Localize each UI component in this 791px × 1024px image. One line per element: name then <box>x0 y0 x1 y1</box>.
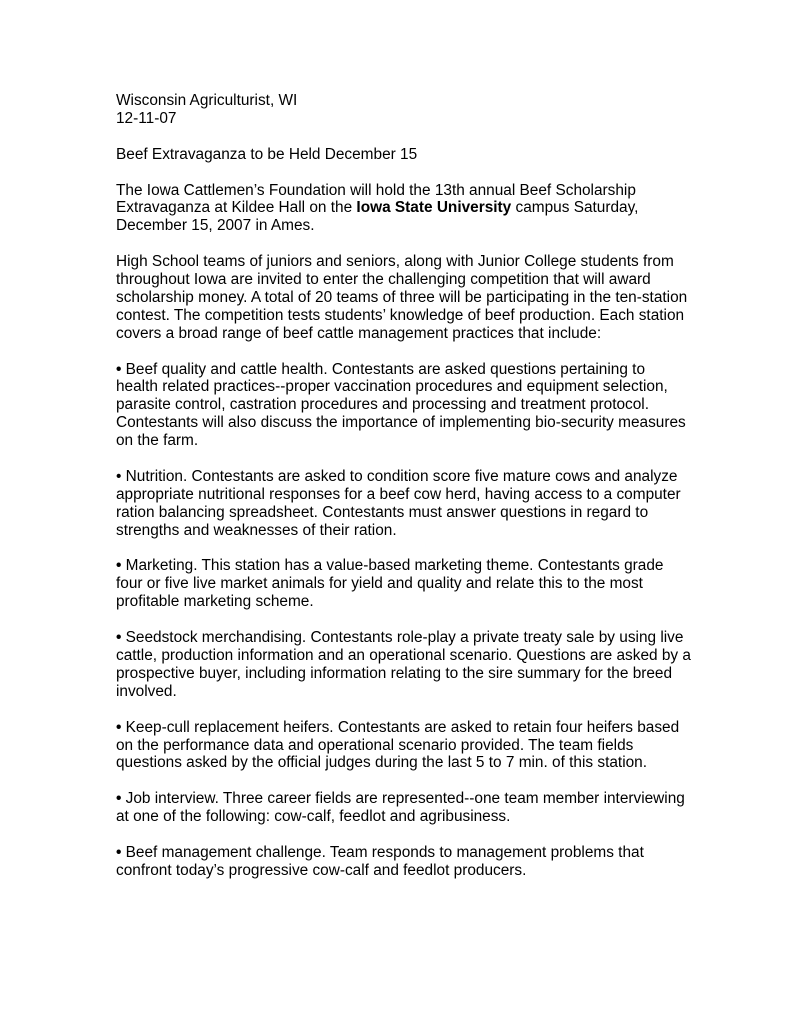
article-page <box>116 92 691 898</box>
publication-date: 12-11-07 <box>116 109 177 127</box>
bullet-text: Job interview. Three career fields are represented--one team member interviewing at one of the following: cow-calf, feedlot and agribusiness. <box>116 790 685 826</box>
bullet-mark: • <box>116 843 122 861</box>
bullet-mark: • <box>116 718 122 736</box>
bullet-item-job-interview <box>116 790 691 826</box>
bullet-mark: • <box>116 467 122 485</box>
university-name: Iowa State University <box>356 199 512 217</box>
bullet-item-keep-cull <box>116 719 691 773</box>
bullet-item-management-challenge <box>116 844 691 880</box>
bullet-item-nutrition <box>116 468 691 540</box>
bullet-item-seedstock <box>116 629 691 701</box>
publication-name: Wisconsin Agriculturist, WI <box>116 92 298 109</box>
bullet-text: Marketing. This station has a value-based marketing theme. Contestants grade four or five live market animals for yield and quality and relate this to the most profitable marketing scheme. <box>116 557 664 611</box>
bullet-mark: • <box>116 360 122 378</box>
bullet-text: Beef quality and cattle health. Contestants are asked questions pertaining to health related practices--proper vaccination procedures and equipment selection, parasite control, castration procedures and processing and treatment protocol. Contestants will also discuss the importance of implementing bio-security measures on the farm. <box>116 360 686 450</box>
bullet-mark: • <box>116 790 122 808</box>
intro-paragraph <box>116 182 691 236</box>
bullet-mark: • <box>116 629 122 647</box>
intro-text-start: The Iowa Cattlemen’s Foundation will hold the 13th annual Beef Scholarship Extravaganza at Kildee Hall on the <box>116 181 636 217</box>
bullet-mark: • <box>116 557 122 575</box>
overview-paragraph: High School teams of juniors and seniors, along with Junior College students from throughout Iowa are invited to enter the challenging competition that will award scholarship money. A total of 20 teams of three will be participating in the ten-station contest. The competition tests students’ knowledge of beef production. Each station covers a broad range of beef cattle management practices that include: <box>116 253 688 342</box>
bullet-text: Keep-cull replacement heifers. Contestants are asked to retain four heifers based on the performance data and operational scenario provided. The team fields questions asked by the official judges during the last 5 to 7 min. of this station. <box>116 718 680 772</box>
bullet-text: Seedstock merchandising. Contestants role-play a private treaty sale by using live cattle, production information and an operational scenario. Questions are asked by a prospective buyer, including information relating to the sire summary for the breed involved. <box>116 629 691 700</box>
headline: Beef Extravaganza to be Held December 15 <box>116 145 418 163</box>
bullet-text: Nutrition. Contestants are asked to condition score five mature cows and analyze appropriate nutritional responses for a beef cow herd, having access to a computer ration balancing spreadsheet. Contestants must answer questions in regard to strengths and weaknesses of their ration. <box>116 467 681 539</box>
bullet-item-marketing <box>116 557 691 611</box>
bullet-text: Beef management challenge. Team responds to management problems that confront today’s progressive cow-calf and feedlot producers. <box>116 843 644 879</box>
intro-text-end: campus Saturday, December 15, 2007 in Ames. <box>116 199 639 235</box>
bullet-item-beef-quality <box>116 361 691 451</box>
